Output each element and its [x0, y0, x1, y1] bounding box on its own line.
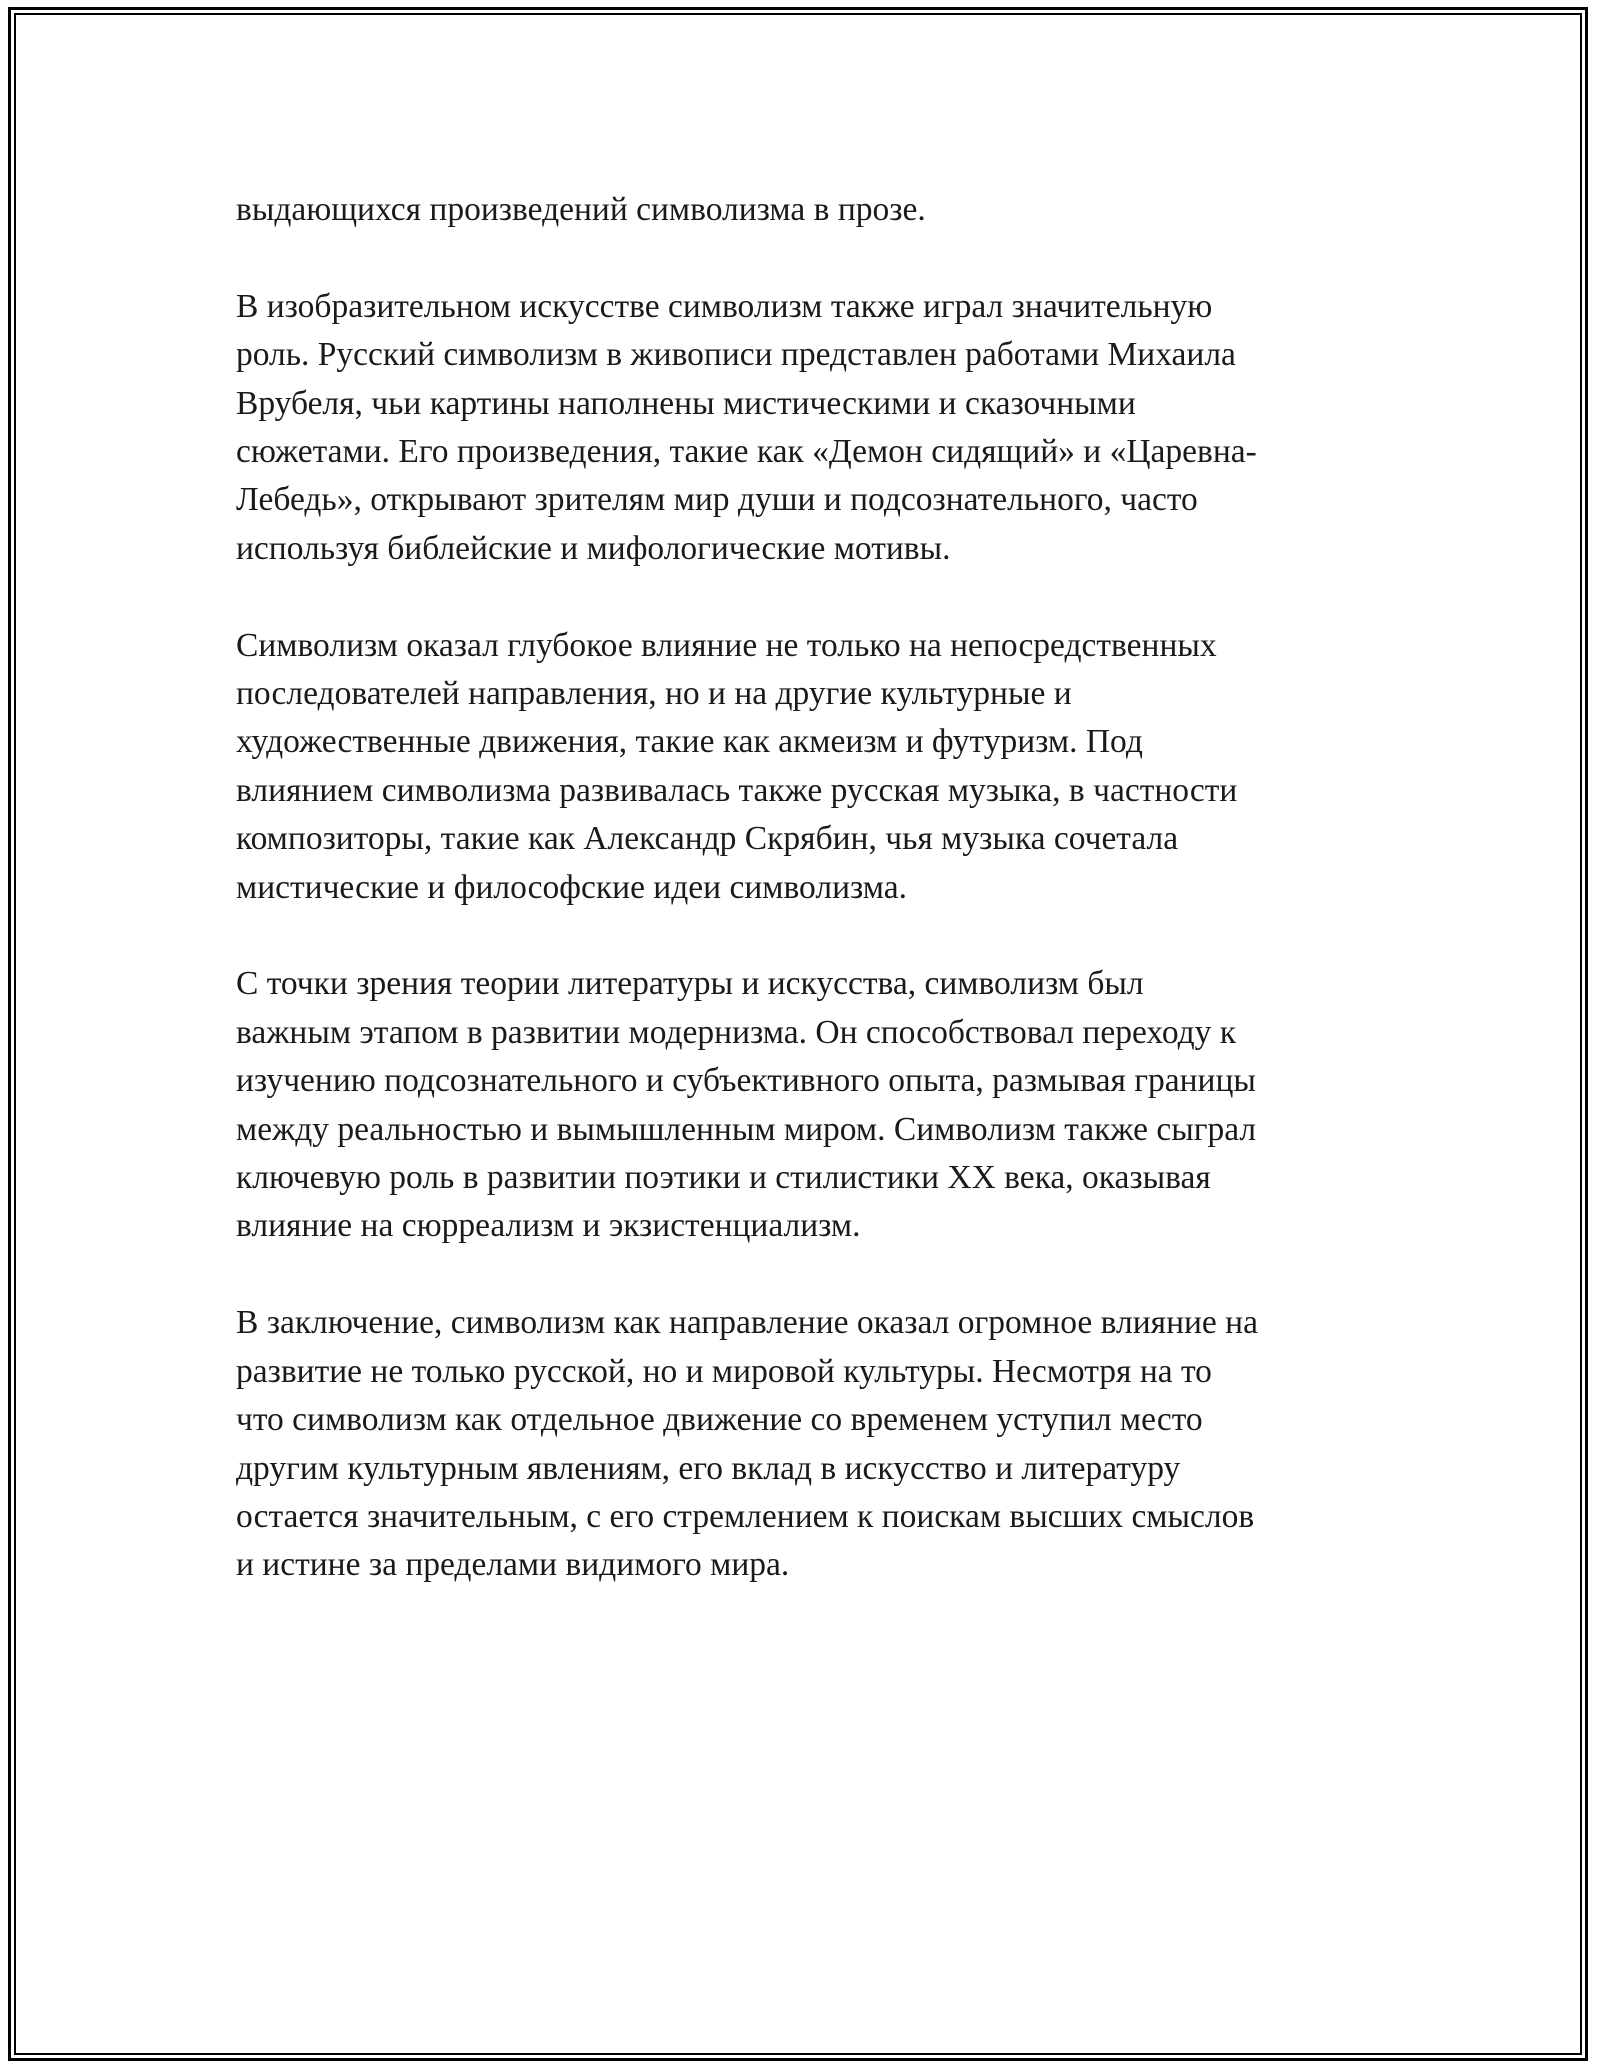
text-line: композиторы, такие как Александр Скрябин, чья музыка сочетала [236, 820, 1179, 858]
text-line: ключевую роль в развитии поэтики и стилистики XX века, оказывая [236, 1159, 1211, 1197]
text-line: влиянием символизма развивалась также русская музыка, в частности [236, 771, 1238, 809]
text-line: В изобразительном искусстве символизм также играл значительную [236, 287, 1213, 325]
paragraph-2 [236, 283, 1386, 573]
text-line: В заключение, символизм как направление оказал огромное влияние на [236, 1304, 1258, 1342]
text-line: С точки зрения теории литературы и искусства, символизм был [236, 965, 1144, 1003]
text-line: роль. Русский символизм в живописи представлен работами Михаила [236, 336, 1236, 374]
text-line: Лебедь», открывают зрителям мир души и подсознательного, часто [236, 481, 1198, 519]
text-line: выдающихся произведений символизма в прозе. [236, 191, 926, 228]
document-body [236, 186, 1386, 1638]
text-line: между реальностью и вымышленным миром. Символизм также сыграл [236, 1110, 1257, 1148]
text-line: влияние на сюрреализм и экзистенциализм. [236, 1207, 861, 1245]
text-line: Врубеля, чьи картины наполнены мистическими и сказочными [236, 384, 1136, 422]
text-line: последователей направления, но и на другие культурные и [236, 675, 1072, 713]
paragraph-3 [236, 622, 1386, 912]
text-line: другим культурным явлениям, его вклад в искусство и литературу [236, 1449, 1181, 1487]
text-line: изучению подсознательного и субъективного опыта, размывая границы [236, 1062, 1256, 1100]
text-line: важным этапом в развитии модернизма. Он способствовал переходу к [236, 1013, 1237, 1051]
text-line: остается значительным, с его стремлением к поискам высших смыслов [236, 1497, 1255, 1535]
text-line: что символизм как отдельное движение со временем уступил место [236, 1401, 1203, 1439]
text-line: развитие не только русской, но и мировой культуры. Несмотря на то [236, 1352, 1212, 1390]
text-line: художественные движения, такие как акмеизм и футуризм. Под [236, 723, 1143, 761]
text-line: используя библейские и мифологические мотивы. [236, 529, 951, 567]
text-line: Символизм оказал глубокое влияние не только на непосредственных [236, 626, 1217, 664]
paragraph-4 [236, 960, 1386, 1250]
text-line: мистические и философские идеи символизма. [236, 868, 907, 906]
paragraph-1 [236, 186, 1386, 234]
text-line: сюжетами. Его произведения, такие как «Демон сидящий» и «Царевна- [236, 433, 1257, 471]
text-line: и истине за пределами видимого мира. [236, 1546, 790, 1584]
paragraph-5 [236, 1299, 1386, 1589]
